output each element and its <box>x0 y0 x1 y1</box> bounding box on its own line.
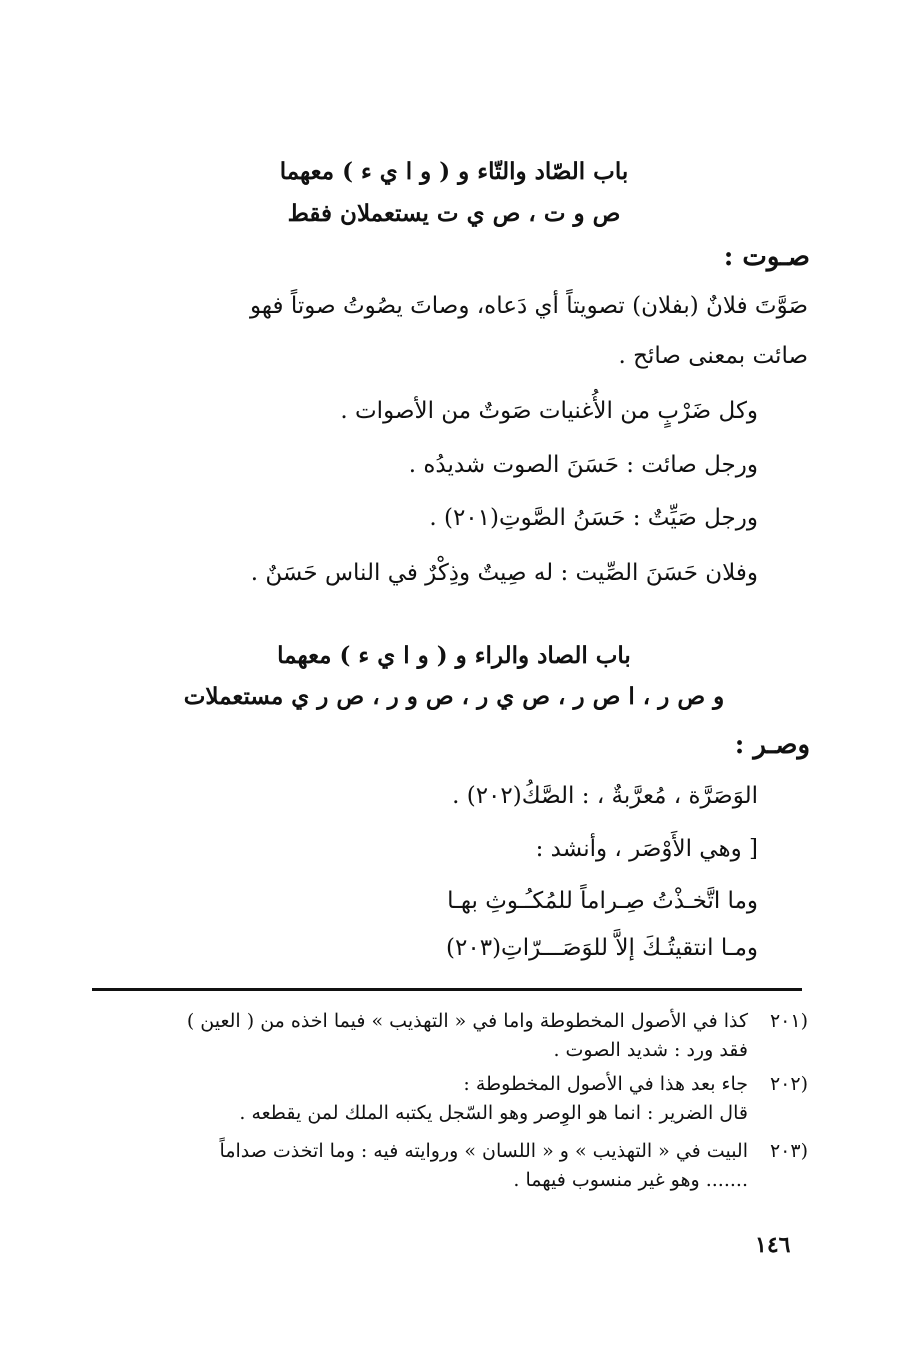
footnote-text: ....... وهو غير منسوب فيهما . <box>513 1169 748 1191</box>
verse-line: وما اتَّخـذْتُ صِـراماً للمُكـُـوثِ بهـا <box>447 888 758 914</box>
entry-line: وكل ضَرْبٍ من الأُغنيات صَوتٌ من الأصوات . <box>340 398 758 424</box>
footnote-number: (٢٠٣ <box>769 1140 808 1162</box>
entry-head: وصـر : <box>734 730 810 760</box>
entry-line: ورجل صَيِّتٌ : حَسَنُ الصَّوتِ(٢٠١) . <box>429 505 758 531</box>
entry-line: وفلان حَسَنَ الصِّيت : له صِيتٌ وذِكْرٌ في الناس حَسَنٌ . <box>250 560 758 586</box>
entry-line: ورجل صائت : حَسَنَ الصوت شديدُه . <box>408 452 758 478</box>
footnote-text: جاء بعد هذا في الأصول المخطوطة : <box>463 1073 748 1095</box>
entry-line: [ وهي الأَوْصَر ، وأنشد : <box>535 836 758 862</box>
entry-line: الوَصَرَّة ، مُعرَّبةٌ ، : الصَّكُ(٢٠٢) . <box>452 783 758 809</box>
section-title: باب الصاد والراء و ( و ا ي ء ) معهما <box>277 642 631 669</box>
footnote-text: قال الضرير : انما هو الوِصر وهو السّجل يكتبه الملك لمن يقطعه . <box>239 1102 748 1124</box>
page-number: ١٤٦ <box>755 1232 791 1258</box>
entry-head: صـوت : <box>723 242 810 272</box>
footnote-text: كذا في الأصول المخطوطة واما في « التهذيب » فيما اخذه من ( العين ) <box>186 1010 748 1032</box>
entry-line: صَوَّتَ فلانٌ (بفلان) تصويتاً أي دَعاه، وصاتَ يصُوتُ صوتاً فهو <box>250 293 808 319</box>
section-subtitle: ص و ت ، ص ي ت يستعملان فقط <box>287 200 621 227</box>
footnote-number: (٢٠٢ <box>769 1073 808 1095</box>
footnote-text: فقد ورد : شديد الصوت . <box>553 1039 748 1061</box>
section-subtitle: و ص ر ، ا ص ر ، ص ي ر ، ص و ر ، ص ر ي مستعملات <box>183 683 725 710</box>
verse-line: ومـا انتقيتُـكَ إلاَّ للوَصَـــرّاتِ(٢٠٣) <box>446 935 758 961</box>
footnote-divider <box>92 988 802 991</box>
footnote-text: البيت في « التهذيب » و « اللسان » وروايته فيه : وما اتخذت صداماً <box>219 1140 748 1162</box>
entry-line: صائت بمعنى صائح . <box>618 343 808 369</box>
footnote-number: (٢٠١ <box>769 1010 808 1032</box>
section-title: باب الصّاد والتّاء و ( و ا ي ء ) معهما <box>279 158 629 185</box>
